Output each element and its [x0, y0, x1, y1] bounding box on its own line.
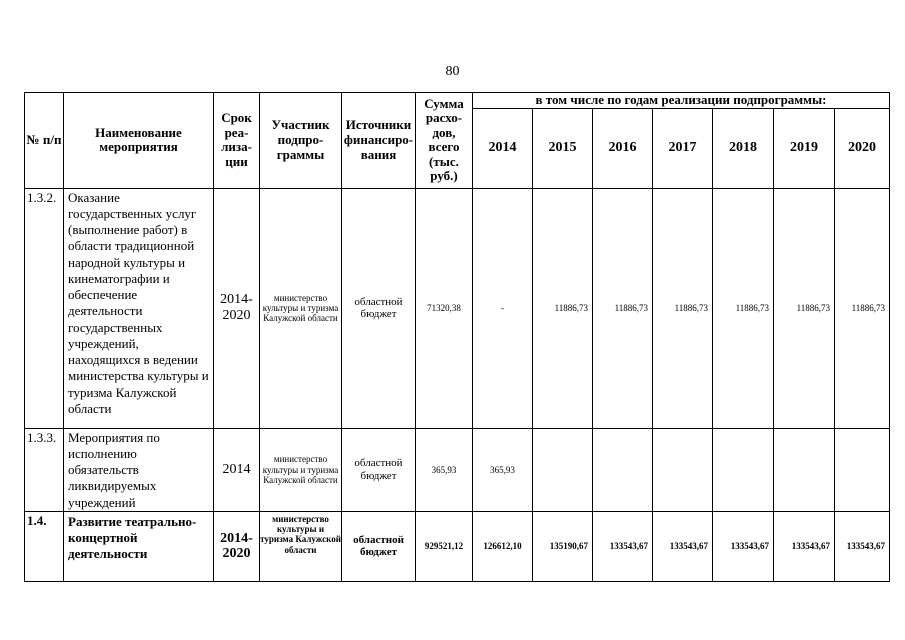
header-year-2017: 2017	[653, 108, 713, 188]
row-year-2014: 365,93	[473, 428, 533, 511]
row-participant: министерство культуры и туризма Калужской области	[260, 428, 342, 511]
row-year-2017: 133543,67	[653, 511, 713, 581]
row-year-2014: -	[473, 188, 533, 428]
row-source: областной бюджет	[342, 188, 416, 428]
row-year-2017: 11886,73	[653, 188, 713, 428]
header-name: Наименование мероприятия	[64, 93, 214, 189]
row-name: Развитие театрально-концертной деятельности	[64, 511, 214, 581]
row-total: 929521,12	[416, 511, 473, 581]
row-period: 2014- 2020	[214, 511, 260, 581]
header-year-2018: 2018	[713, 108, 774, 188]
header-year-2015: 2015	[533, 108, 593, 188]
row-year-2018: 133543,67	[713, 511, 774, 581]
row-source: областной бюджет	[342, 428, 416, 511]
row-year-2019	[774, 428, 835, 511]
row-year-2015: 11886,73	[533, 188, 593, 428]
row-year-2020: 11886,73	[835, 188, 890, 428]
row-name: Мероприятия по исполнению обязательств ликвидируемых учреждений	[64, 428, 214, 511]
header-year-2019: 2019	[774, 108, 835, 188]
row-source: областной бюджет	[342, 511, 416, 581]
row-year-2015	[533, 428, 593, 511]
row-number: 1.4.	[25, 511, 64, 581]
header-total: Сумма расхо- дов, всего (тыс. руб.)	[416, 93, 473, 189]
row-number: 1.3.3.	[25, 428, 64, 511]
row-period: 2014- 2020	[214, 188, 260, 428]
row-year-2018: 11886,73	[713, 188, 774, 428]
row-year-2016: 133543,67	[593, 511, 653, 581]
row-number: 1.3.2.	[25, 188, 64, 428]
row-year-2019: 11886,73	[774, 188, 835, 428]
row-year-2020	[835, 428, 890, 511]
header-year-2020: 2020	[835, 108, 890, 188]
row-year-2016: 11886,73	[593, 188, 653, 428]
row-year-2015: 135190,67	[533, 511, 593, 581]
row-period: 2014	[214, 428, 260, 511]
row-total: 365,93	[416, 428, 473, 511]
table-row	[25, 428, 890, 511]
row-year-2014: 126612,10	[473, 511, 533, 581]
row-year-2016	[593, 428, 653, 511]
header-year-2014: 2014	[473, 108, 533, 188]
table-row	[25, 188, 890, 428]
budget-table	[24, 92, 890, 582]
row-participant: министерство культуры и туризма Калужской области	[260, 188, 342, 428]
row-name: Оказание государственных услуг (выполнение работ) в области традиционной народной культуры и кинематографии и обеспечение деятельности государственных учреждений, находящихся в ведении министерства культуры и туризма Калужской области	[64, 188, 214, 428]
row-year-2017	[653, 428, 713, 511]
header-year-2016: 2016	[593, 108, 653, 188]
row-year-2018	[713, 428, 774, 511]
row-year-2019: 133543,67	[774, 511, 835, 581]
page-number: 80	[445, 64, 460, 79]
header-years-group: в том числе по годам реализации подпрограммы:	[473, 93, 890, 109]
row-total: 71320,38	[416, 188, 473, 428]
header-sources: Источники финансиро- вания	[342, 93, 416, 189]
table-row	[25, 511, 890, 581]
row-year-2020: 133543,67	[835, 511, 890, 581]
header-period: Срок реа- лиза- ции	[214, 93, 260, 189]
header-num: № п/п	[25, 93, 64, 189]
header-participant: Участник подпро- граммы	[260, 93, 342, 189]
row-participant: министерство культуры и туризма Калужской области	[260, 511, 342, 581]
